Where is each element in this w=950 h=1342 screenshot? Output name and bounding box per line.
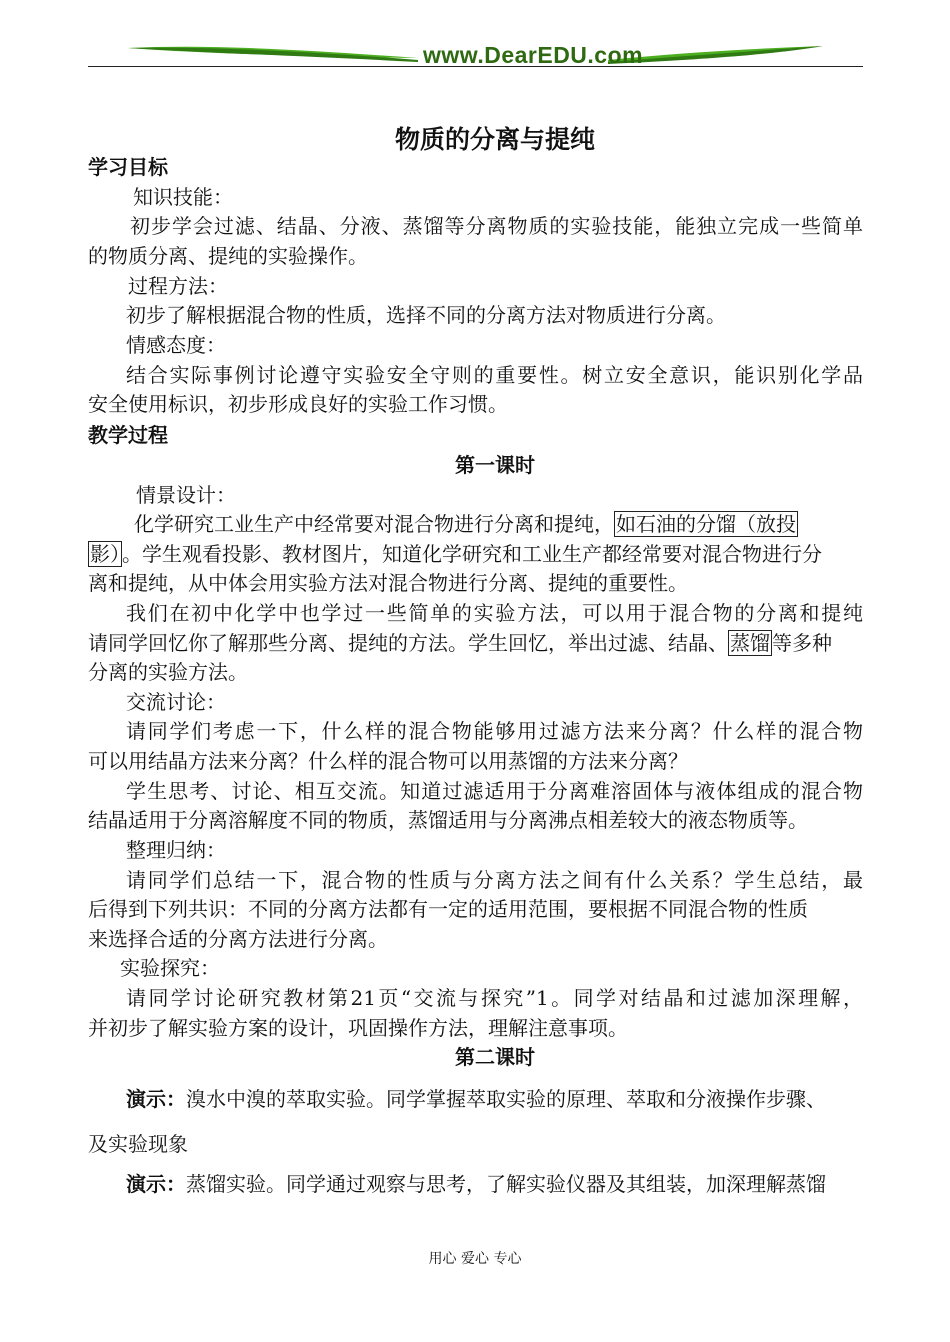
paragraph-line: 初步学会过滤、结晶、分液、蒸馏等分离物质的实验技能，能独立完成一些简单: [130, 214, 863, 238]
paragraph-line: 结晶适用于分离溶解度不同的物质，蒸馏适用与分离沸点相差较大的液态物质等。: [88, 808, 808, 832]
boxed-annotation: 蒸馏: [730, 631, 770, 655]
subheading-explore: 实验探究：: [120, 956, 220, 980]
paragraph-line: 结合实际事例讨论遵守实验安全守则的重要性。树立安全意识，能识别化学品: [126, 363, 863, 387]
lesson-title: 第一课时: [455, 453, 535, 477]
paragraph-line: 请同学们考虑一下，什么样的混合物能够用过滤方法来分离？什么样的混合物: [126, 719, 863, 743]
text-run: 蒸馏实验。同学通过观察与思考，了解实验仪器及其组装，加深理解蒸馏: [186, 1172, 826, 1196]
paragraph-line: [88, 540, 822, 568]
paragraph-line: 请同学们总结一下，混合物的性质与分离方法之间有什么关系？学生总结，最: [126, 868, 863, 892]
subheading-summary: 整理归纳：: [126, 838, 226, 862]
paragraph-line: 及实验现象: [88, 1132, 188, 1156]
text-run: 等多种: [772, 631, 832, 655]
lesson-title: 第二课时: [455, 1045, 535, 1069]
demo-label: 演示：: [126, 1172, 186, 1196]
paragraph-line: 学生思考、讨论、相互交流。知道过滤适用于分离难溶固体与液体组成的混合物: [126, 779, 863, 803]
subheading-emotion: 情感态度：: [126, 333, 226, 357]
subheading-scene: 情景设计：: [136, 483, 236, 507]
paragraph-line: 安全使用标识，初步形成良好的实验工作习惯。: [88, 392, 508, 416]
paragraph-line: 初步了解根据混合物的性质，选择不同的分离方法对物质进行分离。: [126, 303, 726, 327]
paragraph-line: [126, 1085, 826, 1113]
text-run: 化学研究工业生产中经常要对混合物进行分离和提纯，: [134, 512, 614, 536]
section-heading-objectives: 学习目标: [88, 155, 168, 179]
boxed-annotation: 如石油的分馏（放投: [616, 512, 796, 536]
paragraph-line: 离和提纯，从中体会用实验方法对混合物进行分离、提纯的重要性。: [88, 571, 688, 595]
paragraph-line: 分离的实验方法。: [88, 660, 248, 684]
paragraph-line: 后得到下列共识：不同的分离方法都有一定的适用范围，要根据不同混合物的性质: [88, 897, 808, 921]
text-run: 。学生观看投影、教材图片，知道化学研究和工业生产都经常要对混合物进行分: [122, 542, 822, 566]
paragraph-line: 请同学讨论研究教材第21页“交流与探究”1。同学对结晶和过滤加深理解，: [126, 986, 863, 1010]
header-divider: [88, 66, 863, 67]
subheading-knowledge: 知识技能：: [133, 185, 233, 209]
paragraph-line: 的物质分离、提纯的实验操作。: [88, 244, 368, 268]
paragraph-line: 我们在初中化学中也学过一些简单的实验方法，可以用于混合物的分离和提纯: [126, 601, 863, 625]
page-footer: 用心 爱心 专心: [428, 1251, 522, 1267]
text-run: 溴水中溴的萃取实验。同学掌握萃取实验的原理、萃取和分液操作步骤、: [186, 1087, 826, 1111]
site-logo-text: www.DearEDU.com: [423, 42, 644, 68]
text-run: 请同学回忆你了解那些分离、提纯的方法。学生回忆，举出过滤、结晶、: [88, 631, 728, 655]
paragraph-line: 可以用结晶方法来分离？什么样的混合物可以用蒸馏的方法来分离？: [88, 749, 688, 773]
paragraph-line: 来选择合适的分离方法进行分离。: [88, 927, 388, 951]
paragraph-line: 并初步了解实验方案的设计，巩固操作方法，理解注意事项。: [88, 1016, 628, 1040]
paragraph-line: [126, 1170, 826, 1198]
site-header: [88, 36, 863, 70]
subheading-process: 过程方法：: [128, 274, 228, 298]
subheading-discuss: 交流讨论：: [126, 690, 226, 714]
paragraph-line: [134, 510, 798, 538]
document-title: 物质的分离与提纯: [394, 125, 595, 154]
section-heading-process: 教学过程: [88, 423, 168, 447]
boxed-annotation: 影）: [90, 542, 120, 566]
demo-label: 演示：: [126, 1087, 186, 1111]
paragraph-line: [88, 629, 832, 657]
